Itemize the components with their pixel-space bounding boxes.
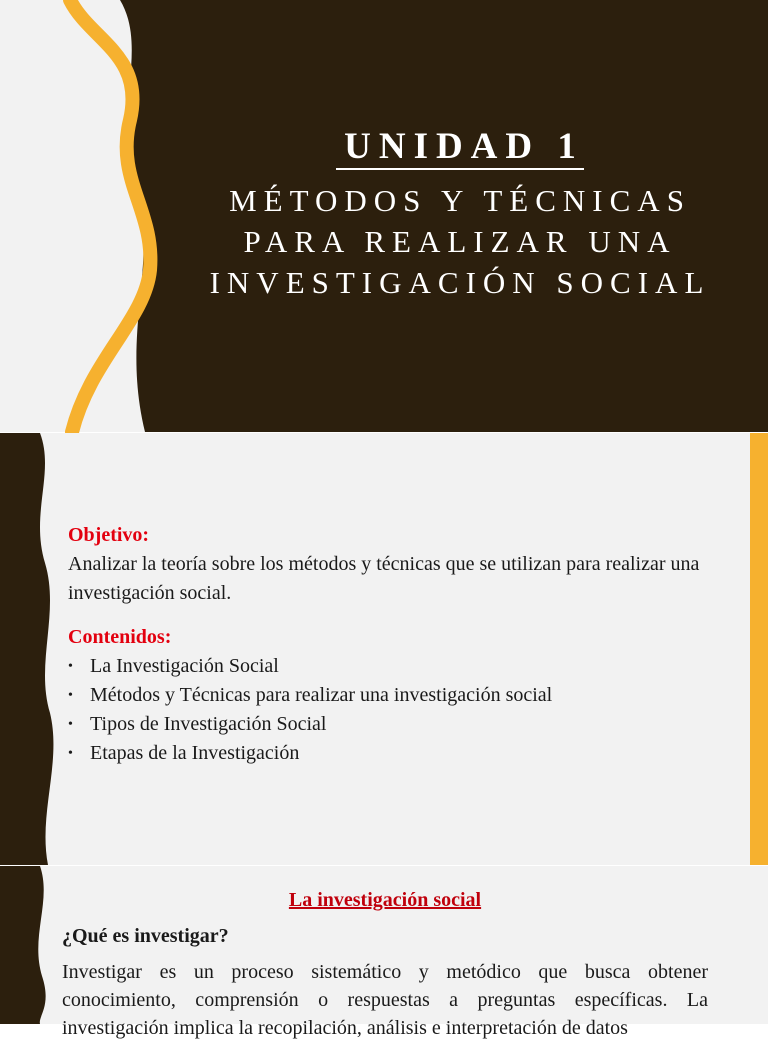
objective-heading: Objetivo: (68, 524, 150, 546)
dark-wave-shape (0, 433, 53, 865)
contents-list (68, 652, 708, 768)
subtitle-line: INVESTIGACIÓN SOCIAL (209, 265, 711, 300)
list-item-text: Tipos de Investigación Social (90, 713, 327, 735)
list-item-text: Etapas de la Investigación (90, 742, 300, 764)
bullet-icon: • (68, 659, 73, 674)
dark-wave-band (0, 866, 60, 1024)
section-title: La investigación social (288, 889, 482, 911)
list-item (68, 652, 708, 681)
dark-wave-shape (0, 866, 46, 1024)
objective-text: Analizar la teoría sobre los métodos y técnicas que se utilizan para realizar una investigación social. (68, 553, 700, 604)
section-question: ¿Qué es investigar? (62, 925, 229, 947)
bullet-icon: • (68, 746, 73, 761)
list-item-text: La Investigación Social (90, 655, 279, 677)
section-body: Investigar es un proceso sistemático y metódico que busca obtener conocimiento, comprensión o respuestas a preguntas específicas. La investigación implica la recopilación, análisis e interpretación de datos (62, 961, 708, 1039)
investigation-slide (0, 866, 768, 1039)
list-item (68, 739, 708, 768)
subtitle (160, 180, 760, 303)
unit-title: UNIDAD 1 (336, 126, 584, 170)
subtitle-line: MÉTODOS Y TÉCNICAS (229, 183, 691, 218)
contents-heading: Contenidos: (68, 626, 172, 648)
title-slide (0, 0, 768, 432)
bullet-icon: • (68, 688, 73, 703)
objectives-slide (0, 433, 768, 865)
orange-side-bar (750, 433, 768, 865)
subtitle-line: PARA REALIZAR UNA (243, 224, 677, 259)
title-block (160, 126, 760, 303)
investigation-content (62, 886, 708, 1042)
objectives-content (68, 521, 708, 768)
list-item (68, 710, 708, 739)
bullet-icon: • (68, 717, 73, 732)
list-item-text: Métodos y Técnicas para realizar una investigación social (90, 684, 553, 706)
list-item (68, 681, 708, 710)
